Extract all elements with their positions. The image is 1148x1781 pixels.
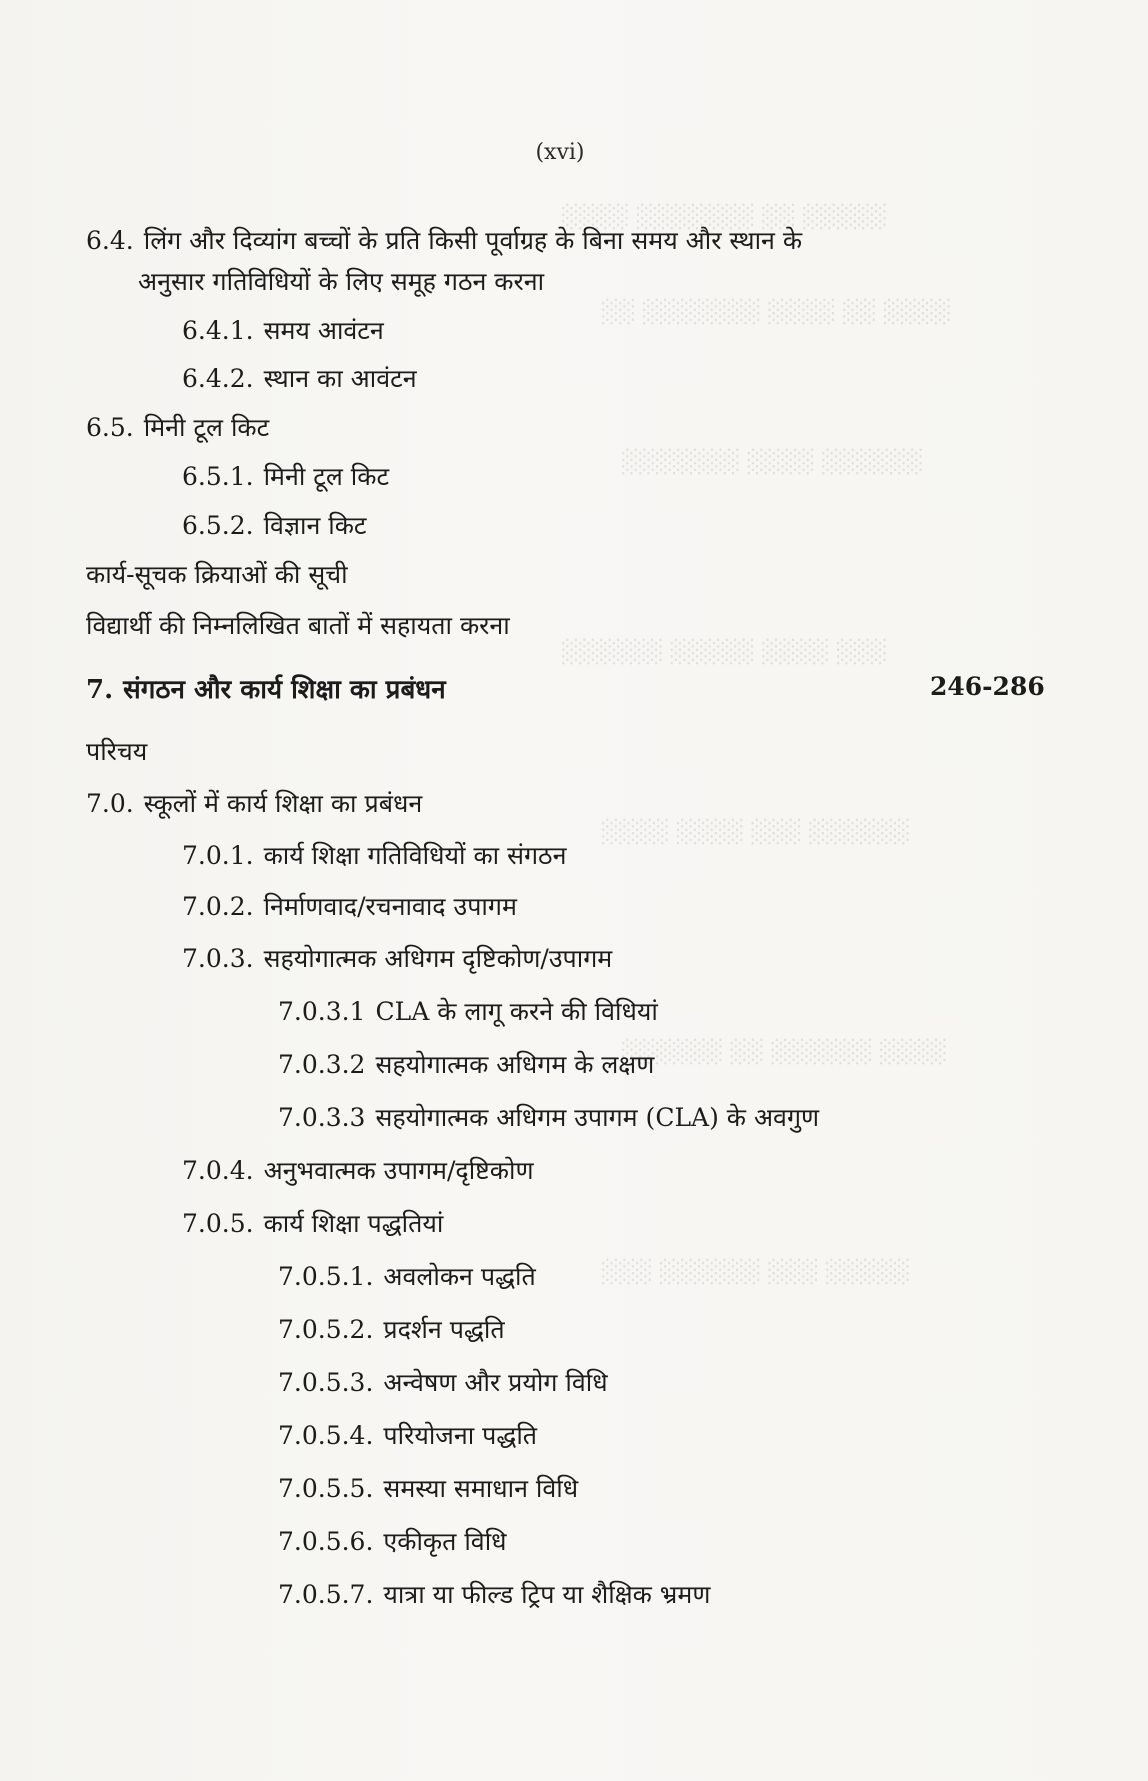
toc-entry-7-0-2 [182,891,517,923]
entry-title: अवलोकन पद्धति [383,1262,536,1291]
bleed-through-text: ░░░░░░ ░░░ ░░░░ ░░░░ [600,820,909,845]
entry-title: विज्ञान किट [263,511,367,540]
toc-entry-6-4 [86,225,802,257]
entry-title: अन्वेषण और प्रयोग विधि [383,1368,608,1397]
entry-title: मिनी टूल किट [143,413,270,442]
toc-entry-6-5-2 [182,510,367,542]
entry-number: 7.0. [86,789,134,818]
chapter-title: संगठन और कार्य शिक्षा का प्रबंधन [123,675,446,705]
toc-entry-student-help [86,610,510,642]
entry-number: 6.5.1. [182,462,254,491]
entry-title: विद्यार्थी की निम्नलिखित बातों में सहायता करना [86,611,510,640]
chapter-page-range: 246-286 [930,672,1045,701]
entry-number: 6.5. [86,413,134,442]
toc-entry-7-0-5-5 [278,1473,578,1505]
entry-title: मिनी टूल किट [263,462,390,491]
toc-entry-7-0-3-1 [278,996,658,1028]
entry-title: स्थान का आवंटन [263,364,417,393]
entry-number: 7.0.5.7. [278,1580,374,1609]
toc-entry-7-0-5-4 [278,1420,537,1452]
entry-number: 7.0.5. [182,1209,254,1238]
toc-entry-6-5 [86,412,269,444]
entry-number: 6.4.1. [182,316,254,345]
entry-title: समस्या समाधान विधि [383,1474,579,1503]
entry-title: परिचय [86,737,148,766]
entry-title: कार्य शिक्षा गतिविधियों का संगठन [263,841,567,870]
entry-number: 7.0.5.4. [278,1421,374,1450]
bleed-through-text: ░░░ ░░░░ ░░░░░ ░░░░░░ [560,640,886,665]
bleed-through-text: ░░░░░░ ░░░░ ░░░░░░░ [620,450,922,475]
toc-entry-7-0-5 [182,1208,443,1240]
entry-number: 7.0.5.3. [278,1368,374,1397]
entry-number: 7.0.5.5. [278,1474,374,1503]
bleed-through-text: ░░░░ ░░░░░░ ░░ ░░░░░░ [620,1040,946,1065]
toc-entry-7-0-3-2 [278,1049,654,1081]
entry-number: 6.5.2. [182,511,254,540]
entry-title: परियोजना पद्धति [383,1421,538,1450]
toc-entry-6-4-1 [182,315,384,347]
toc-entry-7-0-1 [182,840,566,872]
entry-number: 6.4.2. [182,364,254,393]
toc-entry-6-5-1 [182,461,389,493]
entry-title: एकीकृत विधि [383,1527,507,1556]
toc-entry-7-0 [86,788,422,820]
entry-number: 7.0.3.1 [278,997,366,1026]
toc-entry-task-list [86,559,348,591]
toc-entry-7-0-4 [182,1155,534,1187]
entry-title: सहयोगात्मक अधिगम के लक्षण [375,1050,655,1079]
toc-entry-7-0-5-3 [278,1367,608,1399]
toc-entry-7-0-5-2 [278,1314,505,1346]
chapter-heading [86,670,446,706]
entry-title: सहयोगात्मक अधिगम उपागम (CLA) के अवगुण [375,1103,820,1132]
toc-entry-6-4-2 [182,363,417,395]
entry-title: लिंग और दिव्यांग बच्चों के प्रति किसी पूर्वाग्रह के बिना समय और स्थान के [143,226,803,255]
entry-title: समय आवंटन [263,316,384,345]
page-number: (xvi) [535,140,585,165]
entry-number: 7.0.5.2. [278,1315,374,1344]
entry-title: CLA के लागू करने की विधियां [375,997,658,1026]
entry-title: यात्रा या फील्ड ट्रिप या शैक्षिक भ्रमण [383,1580,711,1609]
entry-title: स्कूलों में कार्य शिक्षा का प्रबंधन [143,789,423,818]
chapter-number: 7. [86,675,114,705]
toc-entry-7-0-5-7 [278,1579,710,1611]
entry-number: 7.0.5.1. [278,1262,374,1291]
entry-number: 6.4. [86,226,134,255]
entry-title: सहयोगात्मक अधिगम दृष्टिकोण/उपागम [263,944,613,973]
entry-title: कार्य-सूचक क्रियाओं की सूची [86,560,348,589]
entry-number: 7.0.3. [182,944,254,973]
entry-number: 7.0.1. [182,841,254,870]
toc-entry-7-0-5-1 [278,1261,536,1293]
entry-number: 7.0.4. [182,1156,254,1185]
entry-number: 7.0.3.2 [278,1050,366,1079]
toc-entry-7-0-5-6 [278,1526,507,1558]
bleed-through-text: ░░░░░ ░░ ░░░░░░░ ░░░░ [560,205,886,230]
entry-title: प्रदर्शन पद्धति [383,1315,505,1344]
toc-entry-7-0-3 [182,943,612,975]
entry-number: 7.0.3.3 [278,1103,366,1132]
toc-entry-6-4-continued [138,266,544,298]
entry-number: 7.0.2. [182,892,254,921]
entry-number: 7.0.5.6. [278,1527,374,1556]
entry-title: अनुभवात्मक उपागम/दृष्टिकोण [263,1156,534,1185]
toc-entry-intro [86,736,147,768]
toc-entry-7-0-3-3 [278,1102,819,1134]
bleed-through-text: ░░░░ ░░ ░░░░ ░░░░░░░ ░░ [600,300,950,325]
entry-title: निर्माणवाद/रचनावाद उपागम [263,892,517,921]
entry-title: कार्य शिक्षा पद्धतियां [263,1209,444,1238]
bleed-through-text: ░░░░░ ░░░ ░░░░░░ ░░░ [600,1260,909,1285]
entry-title: अनुसार गतिविधियों के लिए समूह गठन करना [138,267,545,296]
